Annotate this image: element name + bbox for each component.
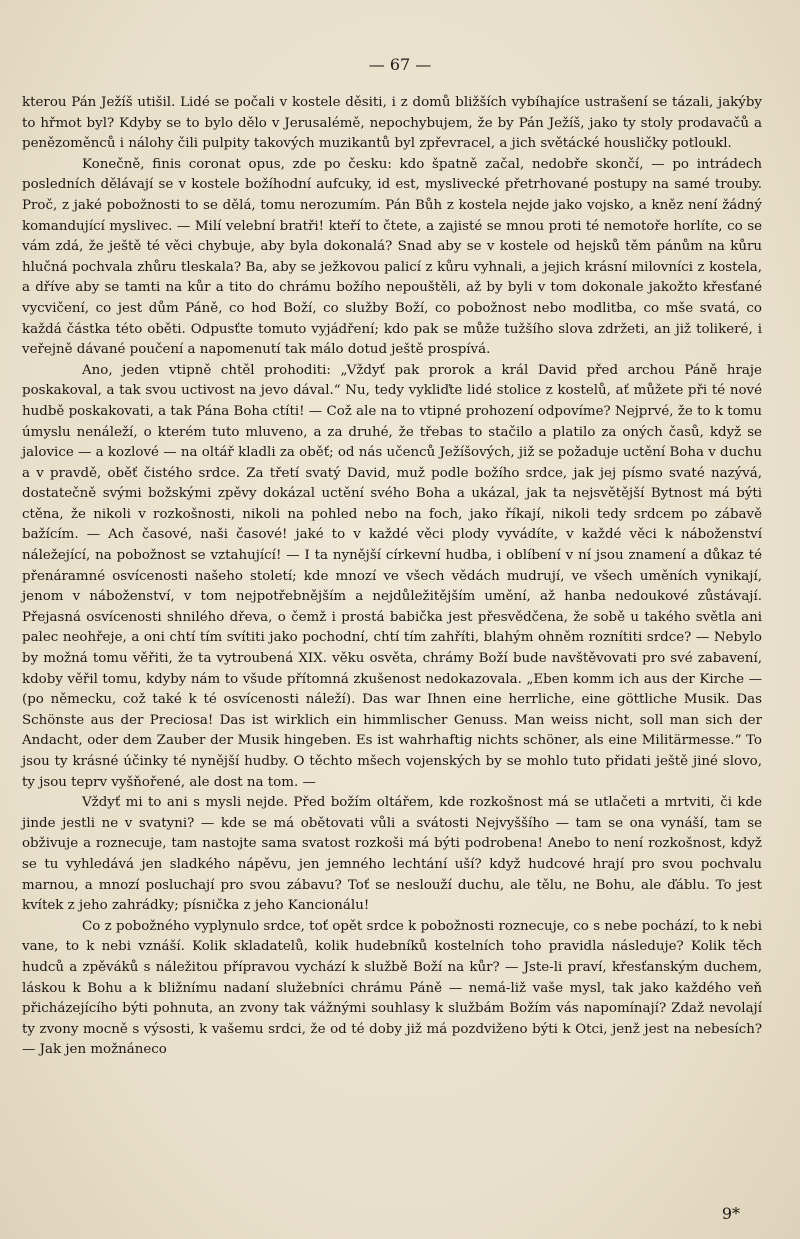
signature-mark: 9* xyxy=(721,1204,740,1223)
paragraph: Co z pobožného vyplynulo srdce, toť opět srdce k pobožnosti roznecuje, co s nebe pochází, to k nebi vane, to k nebi vznáší. Kolik skladatelů, kolik hudebníků kostelních toho pravidla následuje? Kolik těch hudců a zpěváků s náležitou přípravou vychází k službě Boží na kůr? — Jste-li praví, křesťanským duchem, láskou k Bohu a k bližnímu nadaní služebníci chrámu Páně — nemá-liž vaše mysl, tak jako každého veň přicházejícího býti pohnuta, an zvony tak vážnými souhlasy k službám Božím vás napomínají? Zdaž nevolají ty zvony mocně s výsosti, k vašemu srdci, že od té doby již má pozdviženo býti k Otci, jenž jest na nebesích? — Jak jen možnáneco xyxy=(22,918,762,1058)
body-text xyxy=(22,93,762,1061)
paragraph: Ano, jeden vtipně chtěl prohoditi: „Vždyť pak prorok a král David před archou Páně hraje poskakoval, a tak svou uctivost na jevo dával.“ Nu, tedy vykliďte lidé stolice z kostelů, ať můžete při té nové hudbě poskakovati, a tak Pána Boha ctíti! — Což ale na to vtipné prohození odpovíme? Nejprvé, že to k tomu úmyslu nenáleží, o kterém tuto mluveno, a za druhé, že třebas to stačilo a platilo za oných časů, když se jalovice — a kozlové — na oltář kladli za oběť; od nás učenců Ježíšových, již se požaduje uctění Boha v duchu a v pravdě, oběť čistého srdce. Za třetí svatý David, muž podle božího srdce, jak jej písmo svaté nazývá, dostatečně svými božskými zpěvy dokázal uctění svého Boha a ukázal, jak ta nejsvětější Bytnost má býti ctěna, že nikoli v rozkošnosti, nikoli na pohled nebo na foch, jako říkají, nikoli tedy srdcem po zábavě bažícím. — Ach časové, naši časové! jaké to v každé věci plody vyvádíte, v každé věci k náboženství náležející, na pobožnost se vztahující! — I ta nynější církevní hudba, i oblíbení v ní jsou znamení a důkaz té přenáramné osvícenosti našeho století; kde mnozí ve všech vědách mudrují, ve všech uměních vynikají, jenom v náboženství, v tom nejpotřebnějším a nejdůležitějším umění, až hanba nedoukové zůstávají. Přejasná osvícenosti shnilého dřeva, o čemž i prostá babička jest přesvědčena, že sobě u takého světla ani palec neohřeje, a oni chtí tím svítiti jako pochodní, chtí tím zahříti, blahým ohněm roznítiti srdce? — Nebylo by možná tomu věřiti, že ta vytroubená XIX. věku osvěta, chrámy Boží bude navštěvovati pro své zabavení, kdoby věřil tomu, kdyby nám to všude přítomná zkušenost nedokazovala. „Eben komm ich aus der Kirche — (po německu, což také k té osvícenosti náleží). Das war Ihnen eine herrliche, eine göttliche Musik. Das Schönste aus der Preciosa! Das ist wirklich ein himmlischer Genuss. Man weiss nicht, soll man sich der Andacht, oder dem Zauber der Musik hingeben. Es ist wahrhaftig nichts schöner, als eine Militärmesse.“ To jsou ty krásné účinky té nynější hudby. O těchto mšech vojenských by se mohlo tuto přidati ještě jiné slovo, ty jsou teprv vyšňořené, ale dost na tom. — xyxy=(22,362,763,790)
paragraph: kterou Pán Ježíš utišil. Lidé se počali v kostele děsiti, i z domů bližších vybíhajíce ustrašení se tázali, jakýby to hřmot byl? Kdyby se to bylo dělo v Jerusalémě, nepochybujem, že by Pán Ježíš, jako ty stoly prodavačů a penězoměnců i nálohy čili pulpity takových muzikantů byl zpřevracel, a jich světácké housličky potloukl. xyxy=(22,95,762,152)
page-number: — 67 — xyxy=(368,55,432,74)
paragraph: Vždyť mi to ani s mysli nejde. Před božím oltářem, kde rozkošnost má se utlačeti a mrtviti, či kde jinde jestli ne v svatyni? — kde se má obětovati vůli a svátosti Nejvyššího — tam se ona vynáší, tam se obživuje a roznecuje, tam nastojte sama svatost rozkoši má býti podrobena! Anebo to není rozkošnost, když se tu vyhledává jen sladkého nápěvu, jen jemného lechtání uší? když hudcové hrají pro svou pochvalu marnou, a mnozí posluchají pro svou zábavu? Toť se neslouží duchu, ale tělu, ne Bohu, ale ďáblu. To jest kvítek z jeho zahrádky; písnička z jeho Kancionálu! xyxy=(22,795,762,914)
paragraph: Konečně, finis coronat opus, zde po česku: kdo špatně začal, nedobře skončí, — po intrádech posledních dělávají se v kostele božíhodní aufcuky, id est, myslivecké přetrhované postupy na samé trouby. Proč, z jaké pobožnosti to se dělá, tomu nerozumím. Pán Bůh z kostela nejde jako vojsko, a kněz není žádný komandující myslivec. — Milí velební bratři! kteří to čtete, a zajisté se mnou proti té nemotoře horlíte, co se vám zdá, že ještě té věci chybuje, aby byla dokonalá? Snad aby se v kostele od hejsků těm pánům na kůru hlučná pochvala zhůru tleskala? Ba, aby se ježkovou palicí z kůru vyhnali, a jejich krásní milovníci z kostela, a dříve aby se tamti na kůr a tito do chrámu božího nepouštěli, až by byli v tom dokonale jakožto křesťané vycvičení, co jest dům Páně, co hod Boží, co služby Boží, co pobožnost nebo modlitba, co mše svatá, co každá částka této oběti. Odpusťte tomuto vyjádření; kdo pak se může tužšího slova zdržeti, an již tolikeré, i veřejně dávané poučení a napomenutí tak málo dotud ještě prospívá. xyxy=(22,156,762,358)
